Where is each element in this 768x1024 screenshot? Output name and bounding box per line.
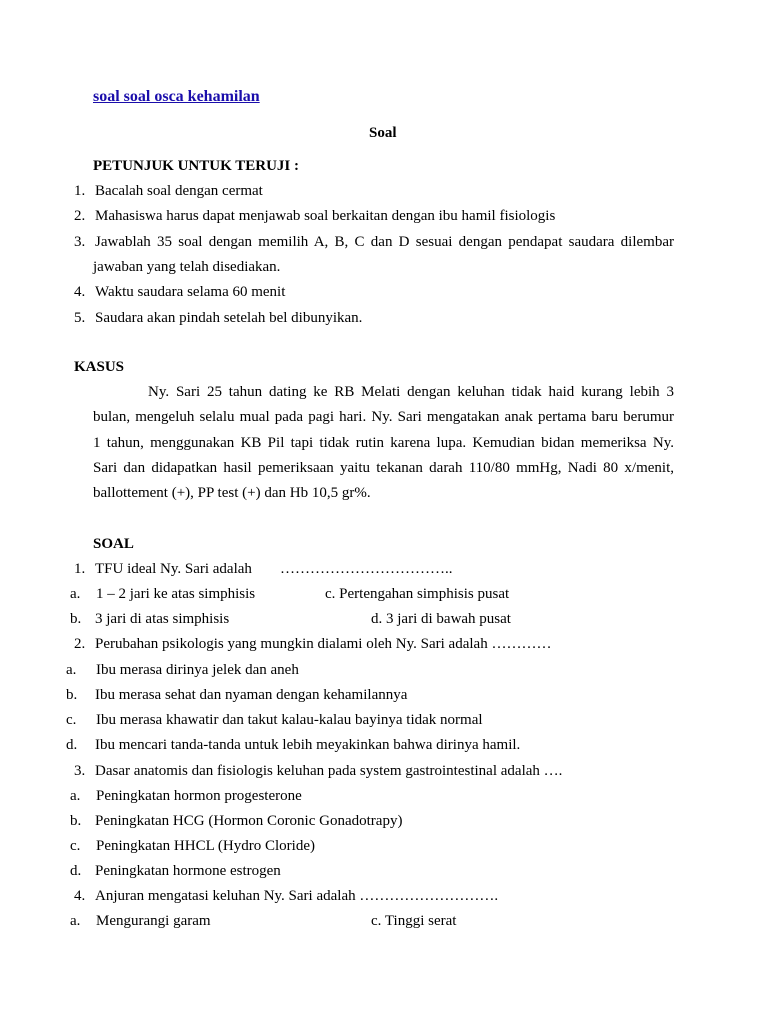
list-number: 3. bbox=[74, 234, 86, 250]
list-item: Mahasiswa harus dapat menjawab soal berkaitan dengan ibu hamil fisiologis bbox=[95, 208, 556, 224]
option-label: d. bbox=[66, 737, 78, 753]
option-c: c. Tinggi serat bbox=[371, 913, 457, 929]
option-b: 3 jari di atas simphisis bbox=[95, 611, 230, 627]
option-label: c. bbox=[70, 838, 81, 854]
option-d: d. 3 jari di bawah pusat bbox=[371, 611, 511, 627]
option-label: d. bbox=[70, 863, 82, 879]
question-text: Anjuran mengatasi keluhan Ny. Sari adalah ………………………. bbox=[95, 888, 499, 904]
list-number: 1. bbox=[74, 183, 86, 199]
question-number: 4. bbox=[74, 888, 86, 904]
page-heading: Soal bbox=[369, 125, 397, 141]
option-label: b. bbox=[70, 813, 82, 829]
list-number: 5. bbox=[74, 310, 86, 326]
instructions-heading: PETUNJUK UNTUK TERUJI : bbox=[93, 158, 299, 174]
list-item: Bacalah soal dengan cermat bbox=[95, 183, 263, 199]
document-title-link[interactable]: soal soal osca kehamilan bbox=[93, 88, 260, 105]
case-line: ballottement (+), PP test (+) dan Hb 10,5 gr%. bbox=[93, 485, 371, 501]
case-line: Ny. Sari 25 tahun dating ke RB Melati dengan keluhan tidak haid kurang lebih 3 bbox=[148, 384, 674, 400]
list-number: 4. bbox=[74, 284, 86, 300]
option-text: Ibu merasa khawatir dan takut kalau-kalau bayinya tidak normal bbox=[96, 712, 483, 728]
option-label: a. bbox=[70, 788, 81, 804]
case-line: Sari dan didapatkan hasil pemeriksaan yaitu tekanan darah 110/80 mmHg, Nadi 80 x/menit, bbox=[93, 460, 674, 476]
option-text: Ibu mencari tanda-tanda untuk lebih meyakinkan bahwa dirinya hamil. bbox=[95, 737, 521, 753]
case-line: 1 tahun, menggunakan KB Pil tapi tidak rutin karena lupa. Kemudian bidan memeriksa Ny. bbox=[93, 435, 674, 451]
list-item: Waktu saudara selama 60 menit bbox=[95, 284, 286, 300]
list-item: Saudara akan pindah setelah bel dibunyikan. bbox=[95, 310, 363, 326]
option-label: b. bbox=[66, 687, 78, 703]
question-number: 3. bbox=[74, 763, 86, 779]
option-text: Peningkatan HCG (Hormon Coronic Gonadotrapy) bbox=[95, 813, 403, 829]
option-text: Peningkatan hormone estrogen bbox=[95, 863, 281, 879]
question-text: TFU ideal Ny. Sari adalah bbox=[95, 561, 252, 577]
question-number: 1. bbox=[74, 561, 86, 577]
case-line: bulan, mengeluh selalu mual pada pagi hari. Ny. Sari mengatakan anak pertama baru berumur bbox=[93, 409, 674, 425]
answer-blank: …………………………….. bbox=[280, 561, 453, 577]
questions-heading: SOAL bbox=[93, 536, 134, 552]
option-text: Peningkatan HHCL (Hydro Cloride) bbox=[96, 838, 315, 854]
option-label: a. bbox=[70, 586, 81, 602]
list-number: 2. bbox=[74, 208, 86, 224]
option-text: Ibu merasa sehat dan nyaman dengan kehamilannya bbox=[95, 687, 408, 703]
question-text: Perubahan psikologis yang mungkin dialami oleh Ny. Sari adalah ………… bbox=[95, 636, 552, 652]
question-number: 2. bbox=[74, 636, 86, 652]
question-text: Dasar anatomis dan fisiologis keluhan pada system gastrointestinal adalah …. bbox=[95, 763, 563, 779]
option-label: b. bbox=[70, 611, 82, 627]
option-text: Peningkatan hormon progesterone bbox=[96, 788, 302, 804]
option-c: c. Pertengahan simphisis pusat bbox=[325, 586, 510, 602]
option-a: Mengurangi garam bbox=[96, 913, 211, 929]
list-item: Jawablah 35 soal dengan memilih A, B, C dan D sesuai dengan pendapat saudara dilembar bbox=[95, 234, 674, 250]
option-text: Ibu merasa dirinya jelek dan aneh bbox=[96, 662, 299, 678]
list-item-continuation: jawaban yang telah disediakan. bbox=[93, 259, 281, 275]
option-label: c. bbox=[66, 712, 77, 728]
case-heading: KASUS bbox=[74, 359, 125, 375]
option-a: 1 – 2 jari ke atas simphisis bbox=[96, 586, 256, 602]
option-label: a. bbox=[66, 662, 77, 678]
option-label: a. bbox=[70, 913, 81, 929]
